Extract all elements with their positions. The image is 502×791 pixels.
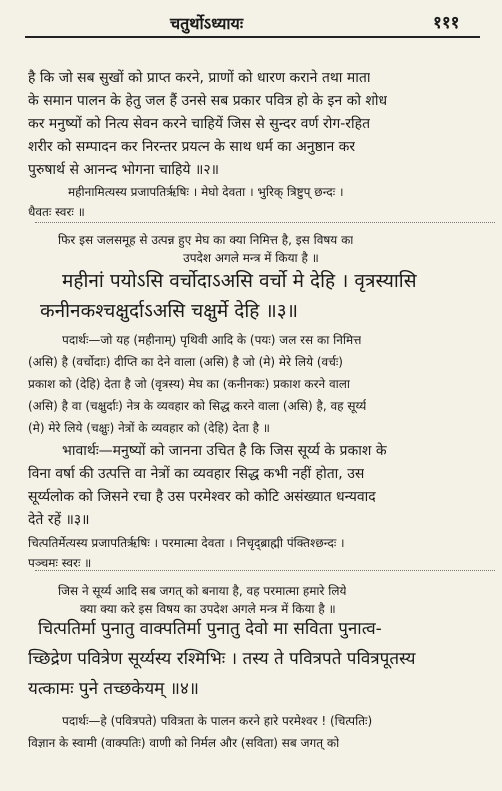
padartha-line: (मे) मेरे लिये (चक्षुः) नेत्रों के व्यवहार को (देहि) देता है ॥ [28, 421, 270, 435]
intro-line: क्या क्या करे इस विषय का उपदेश अगले मन्त्र में किया है ॥ [80, 602, 336, 616]
page-number: १११ [433, 13, 460, 33]
padartha-line: (असि) है वा (चक्षुर्दाः) नेत्र के व्यवहार को सिद्ध करने वाला (असि) है, वह सूर्य्य [28, 399, 367, 413]
rishi-devata-line: महीनामित्यस्य प्रजापतिर्ऋषिः । मेघो देवता । भुरिक् त्रिष्टुप् छन्दः । [68, 185, 344, 199]
padartha-line: प्रकाश को (देहि) देता है जो (वृत्रस्य) मेघ का (कनीनकः) प्रकाश करने वाला [28, 377, 350, 391]
bhavartha-line: विना वर्षा की उत्पत्ति वा नेत्रों का व्यवहार सिद्ध कभी नहीं होता, उस [28, 466, 365, 482]
padartha-line: पदार्थः—जो यह (महीनाम्) पृथिवी आदि के (पयः) जल रस का निमित्त [62, 333, 362, 347]
padartha-line: विज्ञान के स्वामी (वाक्पतिः) वाणी को निर्मल और (सविता) सब जगत् को [28, 736, 340, 750]
bhavartha-line: देते रहें ॥३॥ [28, 512, 90, 528]
paragraph-line: शरीर को सम्पादन कर निरन्तर प्रयत्न के साथ धर्म का अनुष्ठान कर [28, 139, 356, 155]
paragraph-line: पुरुषार्थ से आनन्द भोगना चाहिये ॥२॥ [28, 162, 220, 178]
meta-divider [35, 570, 495, 571]
mantra-line: चित्पतिर्मा पुनातु वाक्पतिर्मा पुनातु देवो मा सविता पुनात्व- [38, 619, 382, 639]
intro-line: उपदेश अगले मन्त्र में किया है ॥ [183, 251, 319, 265]
padartha-line: पदार्थः—हे (पवित्रपते) पवित्रता के पालन करने हारे परमेश्वर ! (चित्पतिः) [62, 714, 373, 728]
chapter-title: चतुर्थोऽध्यायः [170, 14, 244, 33]
header-rule [25, 36, 480, 38]
bhavartha-line: भावार्थः—मनुष्यों को जानना उचित है कि जिस सूर्य्य के प्रकाश के [62, 443, 387, 459]
padartha-line: (असि) है (वर्चोदाः) दीप्ति का देने वाला (असि) है जो (मे) मेरे लिये (वर्चः) [28, 355, 343, 369]
intro-line: फिर इस जलसमूह से उत्पन्न हुए मेघ का क्या निमित्त है, इस विषय का [58, 233, 354, 247]
svara-line: पञ्चमः स्वरः ॥ [28, 556, 92, 570]
intro-line: जिस ने सूर्य्य आदि सब जगत् को बनाया है, वह परमात्मा हमारे लिये [58, 584, 347, 598]
rishi-devata-line: चित्पतिर्मेत्यस्य प्रजापतिर्ऋषिः । परमात्मा देवता । निचृद्ब्राह्मी पंक्तिश्छन्दः । [28, 536, 345, 550]
page-header [0, 4, 502, 40]
paragraph-line: है कि जो सब सुखों को प्राप्त करने, प्राणों को धारण कराने तथा माता [28, 70, 371, 86]
mantra-line: च्छिद्रेण पवित्रेण सूर्य्यस्य रश्मिभिः । तस्य ते पवित्रपते पवित्रपूतस्य [28, 649, 416, 669]
paragraph-line: के समान पालन के हेतु जल हैं उनसे सब प्रकार पवित्र हो के इन को शोध [28, 93, 388, 109]
mantra-line: महीनां पयोऽसि वर्चोदाऽअसि वर्चो मे देहि । वृत्रस्यासि [62, 270, 417, 292]
mantra-line: यत्कामः पुने तच्छकेयम् ॥४॥ [28, 679, 199, 699]
bhavartha-line: सूर्य्यलोक को जिसने रचा है उस परमेश्वर को कोटि असंख्यात धन्यवाद [28, 489, 376, 505]
paragraph-line: कर मनुष्यों को नित्य सेवन करने चाहियें जिस से सुन्दर वर्ण रोग-रहित [28, 116, 371, 132]
meta-divider [35, 222, 495, 223]
mantra-line: कनीनकश्चक्षुर्दाऽअसि चक्षुर्मे देहि ॥३॥ [40, 300, 299, 322]
svara-line: धैवतः स्वरः ॥ [28, 205, 85, 219]
